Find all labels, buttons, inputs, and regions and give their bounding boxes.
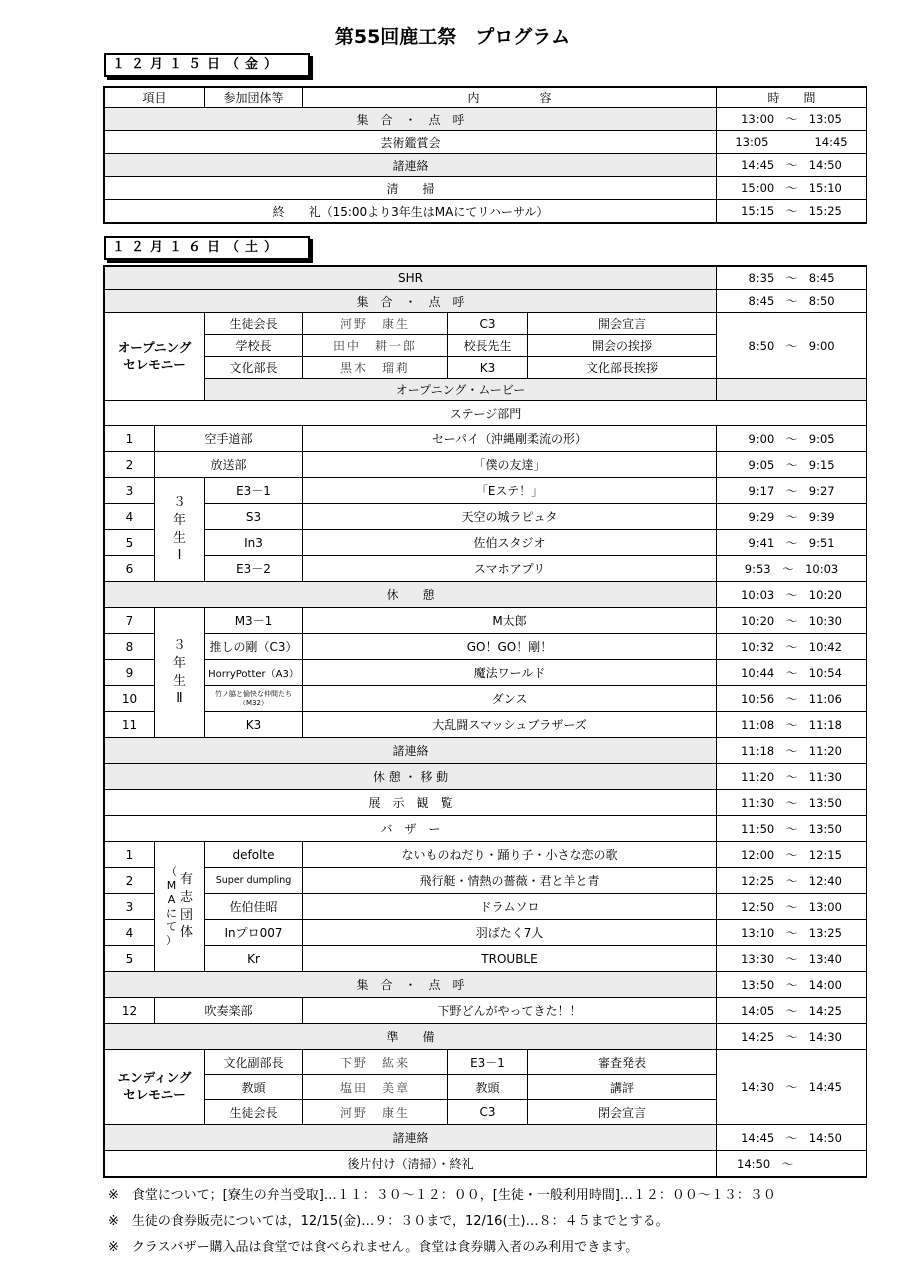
table-row: 諸連絡 14:45 ～ 14:50 [105,154,867,177]
table-row: 7 ３ 年 生 Ⅱ M3－1 M太郎 10:20 ～ 10:30 [105,608,867,634]
table-row: エンディング セレモニー 文化副部長 下野 紘来 E3－1 審査発表 14:30 ～ 14:45 [105,1050,867,1075]
table-row: 3 佐伯佳昭 ドラムソロ 12:50 ～ 13:00 [105,894,867,920]
table-row: 4 S3 天空の城ラピュタ 9:29 ～ 9:39 [105,504,867,530]
table-row: 準 備 14:25 ～ 14:30 [105,1024,867,1050]
schedule-table-dec16 [103,265,867,1178]
table-row: 学校長 田中 耕一郎 校長先生 開会の挨拶 [105,335,867,357]
table-row: オープニング セレモニー 生徒会長 河野 康生 C3 開会宣言 8:50 ～ 9:00 [105,313,867,335]
grade3-group1-label: ３ 年 生 Ⅰ [155,478,205,582]
table-row: 芸術鑑賞会 13:05 14:45 [105,131,867,154]
header-group: 参加団体等 [205,88,303,108]
table-row: 後片付け（清掃）・終礼 14:50 ～ [105,1151,867,1177]
footnotes [108,1183,776,1261]
table-row: 生徒会長 河野 康生 C3 閉会宣言 [105,1100,867,1125]
table-row: 集 合 ・ 点 呼 13:00 ～ 13:05 [105,108,867,131]
table-row: 9 HorryPotter（A3） 魔法ワールド 10:44 ～ 10:54 [105,660,867,686]
table-row: 5 In3 佐伯スタジオ 9:41 ～ 9:51 [105,530,867,556]
footnote-bazaar-items: ※ クラスバザー購入品は食堂では食べられません。食堂は食券購入者のみ利用できます。 [108,1240,639,1255]
schedule-table-dec15 [103,86,867,224]
opening-ceremony-label: オープニング セレモニー [105,313,205,401]
footnote-meal-tickets: ※ 生徒の食券販売については，12/15(金)…９：３０まで，12/16(土)…８：４５までとする。 [108,1214,669,1229]
page-title: 第55回鹿工祭 プログラム [334,26,571,48]
footnote-cafeteria-hours: ※ 食堂について；[寮生の弁当受取]…１１：３０～１２：００，[生徒・一般利用時間]…１２：００～１３：３０ [108,1188,776,1203]
table-row: オープニング・ムービー [105,379,867,401]
table-row: SHR 8:35 ～ 8:45 [105,267,867,290]
header-item: 項目 [105,88,205,108]
table-row: 12 吹奏楽部 下野どんがやってきた！！ 14:05 ～ 14:25 [105,998,867,1024]
table-row: 文化部長 黒木 瑠莉 K3 文化部長挨拶 [105,357,867,379]
date-label-dec15: １２月１５日（金） [104,53,310,77]
table-row: 10 竹ノ脇と愉快な仲間たち （M32） ダンス 10:56 ～ 11:06 [105,686,867,712]
table-row: 2 Super dumpling 飛行艇・情熱の薔薇・君と羊と青 12:25 ～ 12:40 [105,868,867,894]
header-time: 時 間 [717,88,867,108]
table-row: 4 Inプロ007 羽ばたく7人 13:10 ～ 13:25 [105,920,867,946]
table-row: 休 憩 10:03 ～ 10:20 [105,582,867,608]
table-row: 6 E3－2 スマホアプリ 9:53 ～ 10:03 [105,556,867,582]
table-row: 3 ３ 年 生 Ⅰ E3－1 「Eステ！」 9:17 ～ 9:27 [105,478,867,504]
header-content: 内 容 [303,88,717,108]
table-row: 諸連絡 14:45 ～ 14:50 [105,1125,867,1151]
table-row: 1 空手道部 セーパイ（沖縄剛柔流の形） 9:00 ～ 9:05 [105,426,867,452]
table-row: 展 示 観 覧 11:30 ～ 13:50 [105,790,867,816]
table-row: 教頭 塩田 美章 教頭 講評 [105,1075,867,1100]
table-row: バ ザ ー 11:50 ～ 13:50 [105,816,867,842]
table-row: 11 K3 大乱闘スマッシュブラザーズ 11:08 ～ 11:18 [105,712,867,738]
table-row: 清 掃 15:00 ～ 15:10 [105,177,867,200]
table-row: 諸連絡 11:18 ～ 11:20 [105,738,867,764]
table-row: 休 憩 ・ 移 動 11:20 ～ 11:30 [105,764,867,790]
volunteer-groups-label: （ M A に て ） 有 志 団 体 [155,842,205,972]
table-row: 1 （ M A に て ） 有 志 団 体 defolte ないものねだり・踊り子・小さな恋の歌 12:00 ～ 12:15 [105,842,867,868]
ending-ceremony-label: エンディング セレモニー [105,1050,205,1125]
stage-section-header: ステージ部門 [105,401,867,426]
table-row: 集 合 ・ 点 呼 13:50 ～ 14:00 [105,972,867,998]
table-row: 集 合 ・ 点 呼 8:45 ～ 8:50 [105,290,867,313]
table-row: 8 推しの剛（C3） GO！GO！剛！ 10:32 ～ 10:42 [105,634,867,660]
grade3-group2-label: ３ 年 生 Ⅱ [155,608,205,738]
table-row: 5 Kr TROUBLE 13:30 ～ 13:40 [105,946,867,972]
table-row: 2 放送部 「僕の友達」 9:05 ～ 9:15 [105,452,867,478]
date-label-dec16: １２月１６日（土） [104,236,310,260]
table-row: 終 礼（15:00より3年生はMAにてリハーサル） 15:15 ～ 15:25 [105,200,867,223]
